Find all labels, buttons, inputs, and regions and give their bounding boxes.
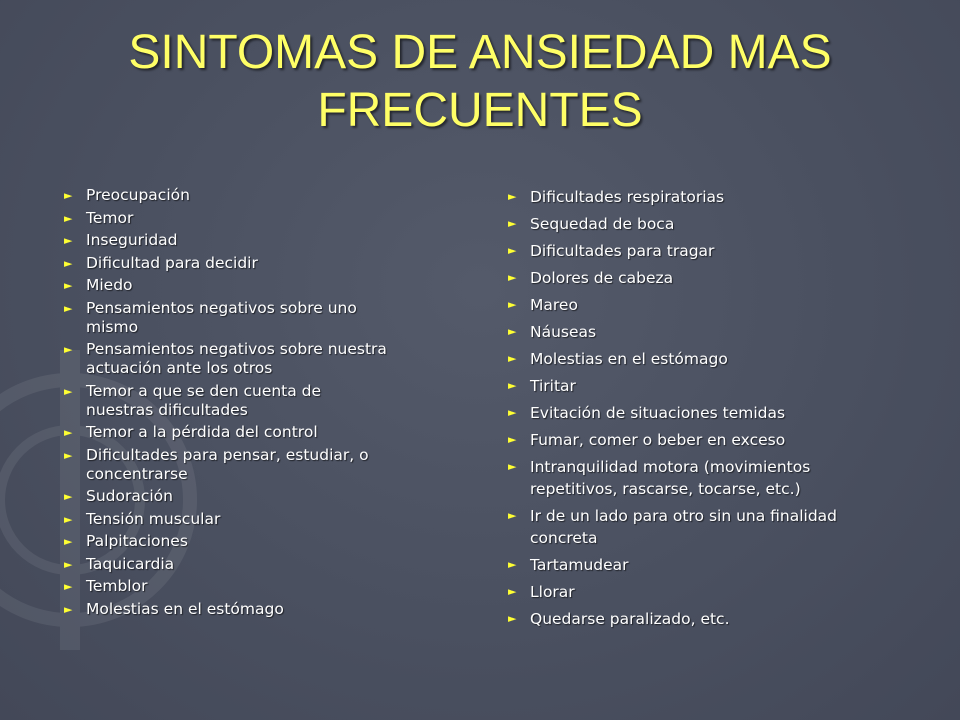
list-item bbox=[52, 231, 392, 250]
list-item bbox=[496, 267, 896, 289]
list-item-text: Dificultades para tragar bbox=[530, 242, 715, 260]
list-item-text: Molestias en el estómago bbox=[86, 599, 284, 618]
list-item bbox=[52, 532, 392, 551]
arrow-right-icon: ► bbox=[64, 580, 73, 593]
list-item bbox=[52, 555, 392, 574]
arrow-right-icon: ► bbox=[64, 448, 73, 462]
list-item-text: Tartamudear bbox=[530, 556, 629, 574]
arrow-right-icon: ► bbox=[508, 612, 517, 625]
arrow-right-icon: ► bbox=[64, 602, 73, 616]
arrow-right-icon: ► bbox=[508, 460, 517, 473]
arrow-right-icon: ► bbox=[64, 234, 73, 247]
arrow-right-icon: ► bbox=[64, 384, 73, 398]
list-item bbox=[496, 608, 896, 630]
list-item-text: Molestias en el estómago bbox=[530, 350, 728, 368]
list-item-text: Náuseas bbox=[530, 323, 597, 341]
list-item-text: Temblor bbox=[86, 577, 148, 595]
list-item-text: Mareo bbox=[530, 296, 578, 314]
right-symptom-list bbox=[496, 186, 896, 635]
list-item-text: Quedarse paralizado, etc. bbox=[530, 610, 730, 628]
arrow-right-icon: ► bbox=[508, 558, 517, 571]
list-item bbox=[52, 299, 392, 337]
arrow-right-icon: ► bbox=[508, 217, 517, 230]
list-item bbox=[496, 402, 896, 424]
arrow-right-icon: ► bbox=[508, 271, 517, 284]
list-item bbox=[496, 456, 896, 500]
list-item-text: Temor bbox=[86, 208, 134, 227]
list-item-text: Intranquilidad motora (movimientos repetitivos, rascarse, tocarse, etc.) bbox=[530, 458, 811, 498]
arrow-right-icon: ► bbox=[508, 379, 517, 392]
arrow-right-icon: ► bbox=[64, 189, 73, 202]
list-item bbox=[496, 294, 896, 316]
list-item bbox=[52, 382, 392, 420]
list-item bbox=[52, 446, 392, 484]
list-item bbox=[52, 487, 392, 506]
list-item bbox=[52, 340, 392, 378]
list-item-text: Taquicardia bbox=[86, 554, 175, 573]
list-item-text: Llorar bbox=[530, 583, 575, 601]
slide-title: SINTOMAS DE ANSIEDAD MAS FRECUENTES bbox=[128, 26, 832, 137]
list-item bbox=[496, 581, 896, 603]
arrow-right-icon: ► bbox=[508, 244, 517, 257]
list-item bbox=[496, 554, 896, 576]
list-item-text: Temor a la pérdida del control bbox=[86, 423, 318, 441]
list-item bbox=[496, 375, 896, 397]
list-item-text: Fumar, comer o beber en exceso bbox=[530, 431, 786, 449]
list-item bbox=[52, 276, 392, 295]
list-item-text: Evitación de situaciones temidas bbox=[530, 404, 786, 422]
list-item bbox=[496, 213, 896, 235]
arrow-right-icon: ► bbox=[508, 298, 517, 311]
list-item bbox=[52, 600, 392, 619]
arrow-right-icon: ► bbox=[64, 279, 73, 292]
list-item bbox=[496, 240, 896, 262]
list-item bbox=[52, 510, 392, 529]
arrow-right-icon: ► bbox=[508, 585, 517, 598]
list-item-text: Dolores de cabeza bbox=[530, 269, 674, 287]
arrow-right-icon: ► bbox=[64, 301, 73, 315]
list-item-text: Dificultades respiratorias bbox=[530, 188, 725, 206]
list-item bbox=[52, 577, 392, 596]
arrow-right-icon: ► bbox=[64, 256, 73, 270]
list-item-text: Dificultades para pensar, estudiar, o concentrarse bbox=[86, 445, 369, 483]
list-item-text: Pensamientos negativos sobre nuestra actuación ante los otros bbox=[86, 340, 387, 377]
list-item bbox=[52, 186, 392, 205]
list-item-text: Sudoración bbox=[86, 487, 173, 505]
list-item bbox=[496, 348, 896, 370]
list-item-text: Pensamientos negativos sobre uno mismo bbox=[86, 298, 357, 336]
arrow-right-icon: ► bbox=[508, 406, 517, 419]
arrow-right-icon: ► bbox=[64, 490, 73, 503]
list-item bbox=[496, 321, 896, 343]
list-item-text: Dificultad para decidir bbox=[86, 253, 258, 272]
list-item-text: Inseguridad bbox=[86, 231, 178, 249]
list-item bbox=[52, 423, 392, 442]
list-item-text: Tensión muscular bbox=[86, 509, 221, 528]
list-item-text: Ir de un lado para otro sin una finalidad concreta bbox=[530, 507, 838, 547]
list-item bbox=[496, 186, 896, 208]
arrow-right-icon: ► bbox=[508, 509, 517, 522]
arrow-right-icon: ► bbox=[64, 512, 73, 526]
list-item-text: Tiritar bbox=[530, 377, 576, 395]
list-item-text: Sequedad de boca bbox=[530, 215, 675, 233]
arrow-right-icon: ► bbox=[508, 190, 517, 203]
arrow-right-icon: ► bbox=[508, 352, 517, 365]
arrow-right-icon: ► bbox=[508, 325, 517, 338]
list-item bbox=[52, 209, 392, 228]
list-item bbox=[496, 429, 896, 451]
list-item bbox=[496, 505, 896, 549]
list-item-text: Preocupación bbox=[86, 186, 190, 204]
arrow-right-icon: ► bbox=[508, 433, 517, 446]
arrow-right-icon: ► bbox=[64, 535, 73, 548]
left-symptom-list bbox=[52, 186, 392, 622]
arrow-right-icon: ► bbox=[64, 211, 73, 225]
arrow-right-icon: ► bbox=[64, 557, 73, 571]
list-item-text: Miedo bbox=[86, 276, 133, 294]
arrow-right-icon: ► bbox=[64, 426, 73, 439]
list-item bbox=[52, 254, 392, 273]
list-item-text: Temor a que se den cuenta de nuestras dificultades bbox=[86, 381, 322, 419]
list-item-text: Palpitaciones bbox=[86, 532, 188, 550]
arrow-right-icon: ► bbox=[64, 343, 73, 356]
